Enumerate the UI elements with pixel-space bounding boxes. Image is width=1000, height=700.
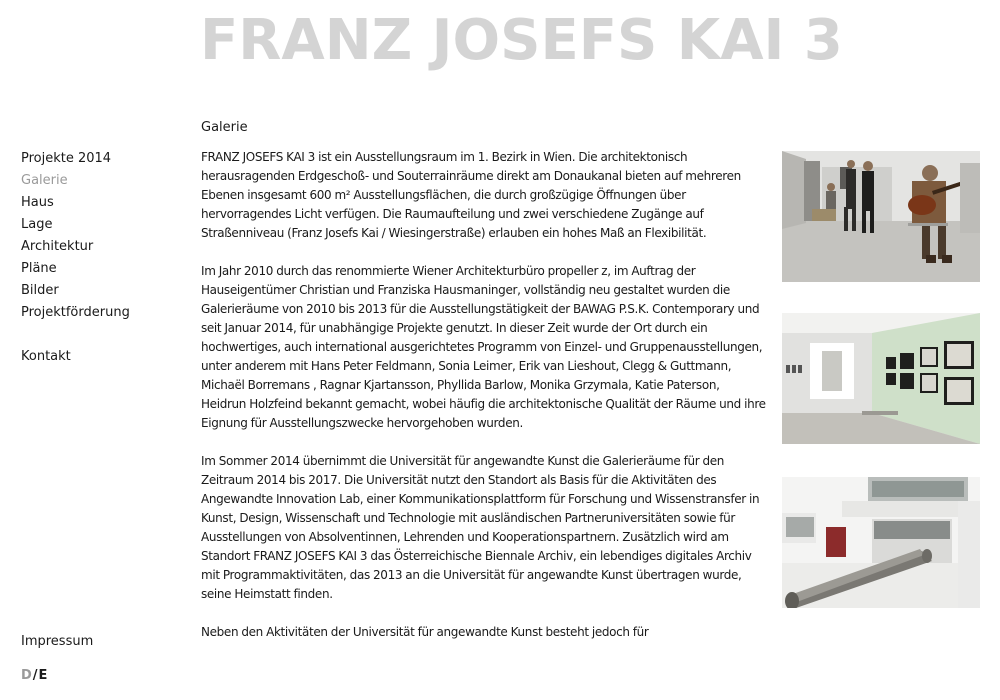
impressum-link[interactable]: Impressum — [21, 634, 94, 649]
gallery-photo-performance[interactable] — [782, 151, 980, 282]
main-nav — [21, 148, 130, 368]
nav-item-projektfoerderung[interactable]: Projektförderung — [21, 305, 130, 320]
lang-en-link[interactable]: E — [38, 668, 48, 683]
nav-item-bilder[interactable]: Bilder — [21, 283, 59, 298]
page-heading: Galerie — [201, 120, 248, 135]
nav-item-kontakt[interactable]: Kontakt — [21, 349, 71, 364]
nav-item-haus[interactable]: Haus — [21, 195, 54, 210]
language-switcher — [21, 665, 47, 687]
nav-spacer — [21, 324, 130, 346]
paragraph-continued: Neben den Aktivitäten der Universität für angewandte Kunst besteht jedoch für — [201, 625, 649, 639]
paragraph-university: Im Sommer 2014 übernimmt die Universität für angewandte Kunst die Galerieräume für den Zeitraum 2014 bis 2017. Die Universität nutzt den Standort als Basis für die Aktivitäten des Angewandte Innovation Lab, einer Kommunikationsplattform für Forschung und Wissenstransfer in Kunst, Design, Wissenschaft und Technologie mit ausländischen Partneruniversitäten sowie für Ausstellungen von Absolventinnen, Lehrenden und Kooperationspartnern. Zusätzlich wird am Standort FRANZ JOSEFS KAI 3 das Österreichische Biennale Archiv, ein lebendiges digitales Archiv mit Programmaktivitäten, das 2013 an die Universität für angewandte Kunst übertragen wurde, seine Heimstatt finden. — [201, 454, 760, 601]
nav-item-plaene[interactable]: Pläne — [21, 261, 57, 276]
main-content — [201, 148, 766, 661]
paragraph-history: Im Jahr 2010 durch das renommierte Wiener Architekturbüro propeller z, im Auftrag der Hauseigentümer Christian und Franziska Hausmaninger, vollständig neu gestaltet wurden die Galerieräume von 2010 bis 2013 für die Ausstellungstätigkeit der BAWAG P.S.K. Contemporary und seit Januar 2014, für unabhängige Projekte genutzt. In dieser Zeit wurde der Ort durch ein hochwertiges, auch international ausgerichtetes Programm von Einzel- und Gruppenausstellungen, unter anderem mit Hans Peter Feldmann, Sonia Leimer, Erik van Lieshout, Clegg & Guttmann, Michaël Borremans , Ragnar Kjartansson, Phyllida Barlow, Monika Grzymala, Katie Paterson, Heidrun Holzfeind bekannt gemacht, wobei häufig die architektonische Qualität der Räume und ihre Eignung für Ausstellungszwecke hervorgehoben wurden. — [201, 264, 766, 430]
nav-item-galerie[interactable]: Galerie — [21, 173, 68, 188]
paragraph-intro: FRANZ JOSEFS KAI 3 ist ein Ausstellungsraum im 1. Bezirk in Wien. Die architektonisch herausragenden Erdgeschoß- und Souterrainräume direkt am Donaukanal bieten auf mehreren Ebenen insgesamt 600 m² Ausstellungsflächen, die durch großzügige Öffnungen über hervorragendes Licht verfügen. Die Raumaufteilung und zwei verschiedene Zugänge auf Straßenniveau (Franz Josefs Kai / Wiesingerstraße) erlauben ein hohes Maß an Flexibilität. — [201, 150, 741, 240]
lang-separator: / — [32, 668, 38, 683]
nav-item-lage[interactable]: Lage — [21, 217, 53, 232]
gallery-photo-exhibition-room[interactable] — [782, 313, 980, 444]
nav-item-projekte-2014[interactable]: Projekte 2014 — [21, 151, 112, 166]
gallery-photo-sculpture[interactable] — [782, 477, 980, 608]
site-title[interactable]: FRANZ JOSEFS KAI 3 — [200, 8, 843, 73]
nav-item-architektur[interactable]: Architektur — [21, 239, 94, 254]
lang-de-link[interactable]: D — [21, 668, 32, 683]
